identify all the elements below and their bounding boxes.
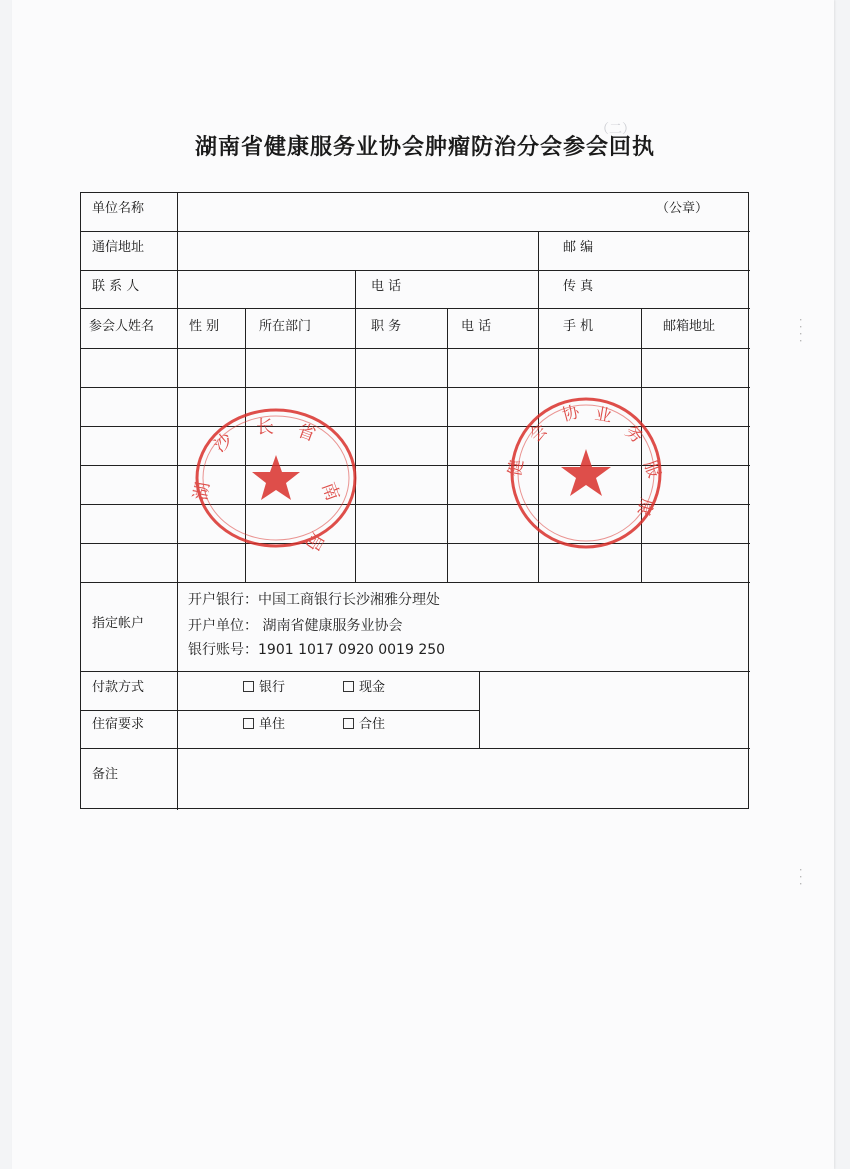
star-icon — [252, 455, 300, 500]
checkbox-icon[interactable] — [343, 718, 354, 729]
checkbox-icon[interactable] — [243, 681, 254, 692]
unit-name-field[interactable] — [178, 194, 656, 230]
lodging-option-single[interactable] — [243, 717, 285, 733]
payment-option-bank[interactable] — [243, 680, 285, 696]
account-number: 银行账号：1901 1017 0920 0019 250 — [188, 642, 446, 658]
svg-text:会: 会 — [525, 420, 552, 447]
attendee-row[interactable] — [82, 349, 749, 386]
payment-option-label: 现金 — [359, 680, 386, 695]
official-seal-right — [506, 391, 666, 551]
official-seal-left — [190, 405, 362, 555]
payment-option-cash[interactable] — [343, 680, 385, 696]
svg-text:局: 局 — [300, 528, 328, 555]
contact-field[interactable] — [178, 271, 354, 307]
svg-text:务: 务 — [620, 421, 647, 448]
address-label: 通信地址 — [92, 240, 145, 255]
svg-text:省: 省 — [294, 419, 319, 446]
bank-name: 开户银行：中国工商银行长沙湘雅分理处 — [188, 592, 440, 608]
header-gender: 性 别 — [189, 319, 220, 334]
svg-text:南: 南 — [317, 479, 344, 504]
payment-option-label: 银行 — [259, 680, 286, 695]
fax-field[interactable] — [611, 271, 749, 307]
account-label: 指定帐户 — [92, 616, 145, 631]
svg-text:健: 健 — [505, 457, 528, 478]
margin-binding-mark: · · · — [794, 868, 807, 886]
svg-text:服: 服 — [639, 457, 664, 481]
account-unit: 开户单位： 湖南省健康服务业协会 — [188, 618, 403, 634]
svg-text:康: 康 — [632, 495, 657, 518]
svg-text:湖: 湖 — [190, 480, 215, 502]
checkbox-icon[interactable] — [243, 718, 254, 729]
svg-text:业: 业 — [593, 404, 614, 427]
page-title: 湖南省健康服务业协会肿瘤防治分会参会回执 — [194, 135, 655, 160]
margin-binding-mark: · · · · — [794, 318, 807, 343]
remarks-field[interactable] — [178, 749, 749, 809]
address-field[interactable] — [178, 232, 537, 269]
star-icon — [561, 449, 611, 496]
lodging-label: 住宿要求 — [92, 717, 145, 732]
checkbox-icon[interactable] — [343, 681, 354, 692]
svg-text:沙: 沙 — [209, 429, 238, 457]
lodging-option-label: 合住 — [359, 717, 386, 732]
svg-text:长: 长 — [256, 417, 274, 438]
phone-field[interactable] — [421, 271, 537, 307]
official-seal-note: （公章） — [656, 201, 709, 216]
header-mobile: 手 机 — [563, 319, 594, 334]
show-through-text: （二） — [596, 122, 636, 137]
payment-label: 付款方式 — [92, 680, 145, 695]
lodging-option-label: 单住 — [259, 717, 286, 732]
fax-label: 传 真 — [563, 279, 594, 294]
postcode-label: 邮 编 — [563, 240, 594, 255]
header-attendee-name: 参会人姓名 — [89, 319, 155, 334]
unit-name-label: 单位名称 — [92, 201, 145, 216]
contact-label: 联 系 人 — [92, 279, 140, 294]
header-email: 邮箱地址 — [663, 319, 716, 334]
header-position: 职 务 — [371, 319, 402, 334]
header-phone: 电 话 — [461, 319, 492, 334]
lodging-option-shared[interactable] — [343, 717, 385, 733]
header-department: 所在部门 — [259, 319, 312, 334]
postcode-field[interactable] — [611, 232, 749, 269]
svg-text:协: 协 — [560, 402, 582, 426]
remarks-label: 备注 — [92, 767, 119, 782]
phone-label: 电 话 — [371, 279, 402, 294]
